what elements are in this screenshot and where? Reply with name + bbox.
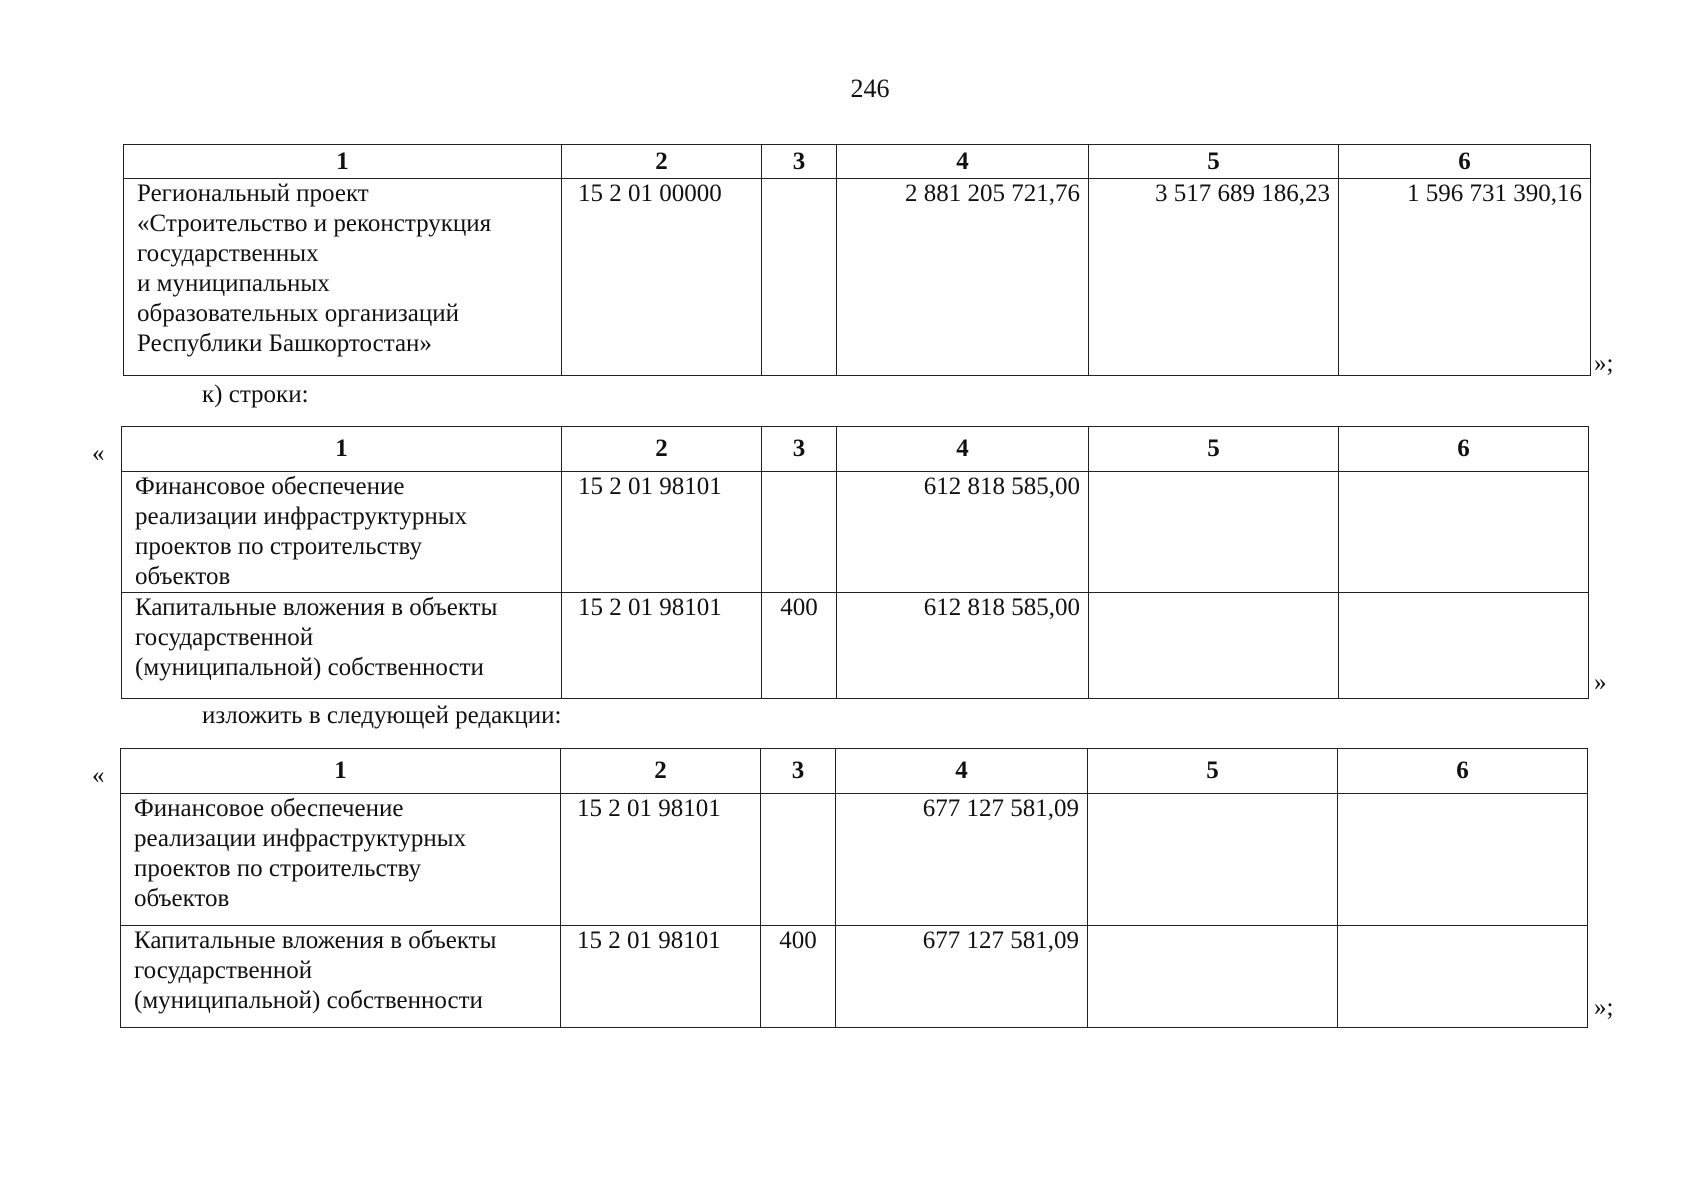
header-col-6: 6: [1339, 145, 1591, 179]
name-line: (муниципальной) собственности: [134, 987, 483, 1014]
table-row: [122, 472, 1589, 593]
row-type: [762, 472, 837, 593]
row-code: 15 2 01 00000: [562, 179, 762, 376]
header-col-1: 1: [124, 145, 562, 179]
paragraph-new-edition: изложить в следующей редакции:: [202, 702, 562, 729]
row-value-6: [1339, 472, 1589, 593]
row-value-4: 612 818 585,00: [837, 472, 1089, 593]
name-line: Капитальные вложения в объекты: [134, 927, 497, 954]
header-col-2: 2: [562, 427, 762, 472]
header-col-1: 1: [121, 749, 561, 794]
open-quote-mark: «: [92, 440, 105, 467]
header-col-2: 2: [562, 145, 762, 179]
row-code: 15 2 01 98101: [561, 926, 761, 1028]
table-new-rows: [120, 748, 1588, 1028]
row-value-5: [1088, 926, 1338, 1028]
paragraph-k: к) строки:: [202, 381, 309, 408]
row-value-6: [1338, 926, 1588, 1028]
name-line: проектов по строительству: [135, 533, 422, 560]
open-quote-mark: «: [92, 762, 105, 789]
row-value-5: [1089, 593, 1339, 699]
table-row: [121, 794, 1588, 926]
name-line: и муниципальных: [137, 270, 330, 297]
name-line: (муниципальной) собственности: [135, 654, 484, 681]
name-line: государственных: [137, 240, 319, 267]
name-line: Финансовое обеспечение: [135, 473, 405, 500]
name-line: образовательных организаций: [137, 300, 460, 327]
row-value-6: [1339, 593, 1589, 699]
header-col-5: 5: [1089, 145, 1339, 179]
name-line: проектов по строительству: [134, 855, 421, 882]
header-col-6: 6: [1339, 427, 1589, 472]
header-col-3: 3: [761, 749, 836, 794]
name-line: Региональный проект: [137, 180, 369, 207]
row-value-4: 2 881 205 721,76: [837, 179, 1089, 376]
row-type: [761, 794, 836, 926]
row-type: [762, 179, 837, 376]
row-value-4: 677 127 581,09: [836, 926, 1088, 1028]
header-col-5: 5: [1089, 427, 1339, 472]
table-row: [122, 593, 1589, 699]
table-header-row: [124, 145, 1591, 179]
page-number: 246: [850, 74, 890, 103]
header-col-4: 4: [836, 749, 1088, 794]
table-header-row: [122, 427, 1589, 472]
name-line: объектов: [135, 563, 231, 590]
header-col-6: 6: [1338, 749, 1588, 794]
row-type: 400: [761, 926, 836, 1028]
header-col-4: 4: [837, 427, 1089, 472]
row-code: 15 2 01 98101: [562, 593, 762, 699]
row-name: [121, 926, 561, 1028]
row-name: [124, 179, 562, 376]
row-value-5: [1088, 794, 1338, 926]
row-name: [122, 472, 562, 593]
name-line: «Строительство и реконструкция: [137, 210, 492, 237]
row-value-4: 677 127 581,09: [836, 794, 1088, 926]
row-value-6: 1 596 731 390,16: [1339, 179, 1591, 376]
close-quote-mark: »: [1594, 669, 1607, 696]
row-name: [122, 593, 562, 699]
name-line: государственной: [135, 624, 314, 651]
row-type: 400: [762, 593, 837, 699]
name-line: Финансовое обеспечение: [134, 795, 404, 822]
row-code: 15 2 01 98101: [562, 472, 762, 593]
name-line: Республики Башкортостан»: [137, 330, 432, 357]
header-col-5: 5: [1088, 749, 1338, 794]
row-value-5: 3 517 689 186,23: [1089, 179, 1339, 376]
row-value-4: 612 818 585,00: [837, 593, 1089, 699]
table-row: [124, 179, 1591, 376]
row-value-6: [1338, 794, 1588, 926]
name-line: Капитальные вложения в объекты: [135, 594, 498, 621]
row-value-5: [1089, 472, 1339, 593]
table-row: [121, 926, 1588, 1028]
header-col-4: 4: [837, 145, 1089, 179]
name-line: государственной: [134, 957, 313, 984]
header-col-2: 2: [561, 749, 761, 794]
name-line: реализации инфраструктурных: [135, 503, 468, 530]
header-col-3: 3: [762, 427, 837, 472]
close-quote-mark: »;: [1594, 994, 1614, 1021]
table-old-rows: [121, 426, 1589, 699]
close-quote-mark: »;: [1594, 350, 1614, 377]
row-code: 15 2 01 98101: [561, 794, 761, 926]
name-line: объектов: [134, 885, 230, 912]
row-name: [121, 794, 561, 926]
header-col-3: 3: [762, 145, 837, 179]
header-col-1: 1: [122, 427, 562, 472]
name-line: реализации инфраструктурных: [134, 825, 467, 852]
table-header-row: [121, 749, 1588, 794]
table-regional-project: [123, 144, 1591, 376]
